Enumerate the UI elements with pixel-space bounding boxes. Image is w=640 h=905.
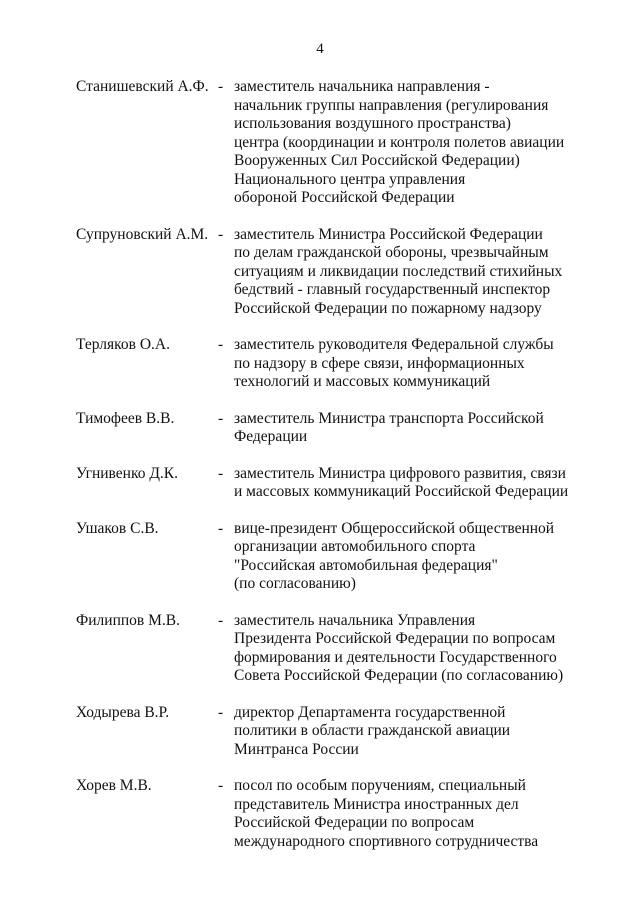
position-line: центра (координации и контроля полетов авиации [234, 133, 565, 151]
dash-separator: - [218, 777, 224, 794]
position-line: заместитель руководителя Федеральной службы [234, 336, 554, 353]
position-line: по делам гражданской обороны, чрезвычайным [234, 244, 549, 261]
position-line: Федерации [234, 428, 308, 445]
position-line: заместитель начальника направления - [234, 78, 490, 95]
position-line: ситуациям и ликвидации последствий стихийных [234, 262, 563, 280]
list-item [76, 465, 576, 502]
position-line: Совета Российской Федерации (по согласованию) [234, 667, 564, 684]
member-list [76, 78, 576, 869]
position-line: заместитель начальника Управления [234, 611, 476, 629]
list-item [76, 226, 576, 319]
position-line: начальник группы направления (регулирования [234, 96, 549, 114]
member-name: Станишевский А.Ф. [76, 78, 209, 95]
member-position [234, 777, 576, 851]
position-line: Минтранса России [234, 740, 359, 758]
dash-separator: - [218, 409, 224, 427]
position-line: Вооруженных Сил Российской Федерации) [234, 152, 520, 169]
position-line: и массовых коммуникаций Российской Федерации [234, 483, 569, 500]
member-name: Хорев М.В. [76, 777, 152, 794]
list-item [76, 777, 576, 851]
position-line: заместитель Министра Российской Федерации [234, 225, 543, 243]
list-item [76, 704, 576, 760]
dash-separator: - [218, 464, 224, 482]
member-position [234, 78, 576, 208]
position-line: обороной Российской Федерации [234, 189, 455, 206]
position-line: Национального центра управления [234, 170, 466, 188]
member-name: Супруновский А.М. [76, 225, 209, 243]
member-name: Терляков О.А. [76, 336, 170, 353]
member-position [234, 465, 576, 502]
position-line: вице-президент Общероссийской общественной [234, 519, 555, 537]
dash-separator: - [218, 336, 224, 353]
member-position [234, 226, 576, 319]
position-line: по надзору в сфере связи, информационных [234, 354, 525, 372]
list-item [76, 78, 576, 208]
position-line: международного спортивного сотрудничества [234, 832, 539, 850]
position-line: организации автомобильного спорта [234, 538, 476, 555]
position-line: посол по особым поручениям, специальный [234, 777, 526, 794]
position-line: представитель Министра иностранных дел [234, 795, 519, 813]
position-line: технологий и массовых коммуникаций [234, 373, 491, 390]
page-number: 4 [316, 41, 324, 57]
dash-separator: - [218, 225, 224, 243]
position-line: заместитель Министра транспорта Российской [234, 409, 544, 427]
list-item [76, 410, 576, 447]
dash-separator: - [218, 611, 224, 629]
dash-separator: - [218, 703, 224, 721]
position-line: Президента Российской Федерации по вопросам [234, 630, 556, 647]
position-line: Российской Федерации по вопросам [234, 814, 475, 831]
position-line: использования воздушного пространства) [234, 115, 511, 132]
position-line: политики в области гражданской авиации [234, 722, 511, 739]
member-name: Угнивенко Д.К. [76, 464, 178, 482]
position-line: "Российская автомобильная федерация" [234, 556, 498, 574]
member-name: Ушаков С.В. [76, 519, 159, 537]
member-position [234, 704, 576, 760]
position-line: Российской Федерации по пожарному надзору [234, 299, 542, 317]
list-item [76, 336, 576, 392]
list-item [76, 520, 576, 594]
member-name: Филиппов М.В. [76, 611, 180, 629]
position-line: (по согласованию) [234, 575, 356, 592]
member-position [234, 612, 576, 686]
dash-separator: - [218, 78, 224, 95]
list-item [76, 612, 576, 686]
member-name: Тимофеев В.В. [76, 409, 175, 427]
member-position [234, 520, 576, 594]
member-position [234, 410, 576, 447]
position-line: бедствий - главный государственный инспектор [234, 281, 551, 298]
member-position [234, 336, 576, 392]
position-line: директор Департамента государственной [234, 703, 506, 721]
position-line: заместитель Министра цифрового развития, связи [234, 464, 566, 482]
member-name: Ходырева В.Р. [76, 703, 170, 721]
position-line: формирования и деятельности Государственного [234, 648, 557, 666]
dash-separator: - [218, 519, 224, 537]
